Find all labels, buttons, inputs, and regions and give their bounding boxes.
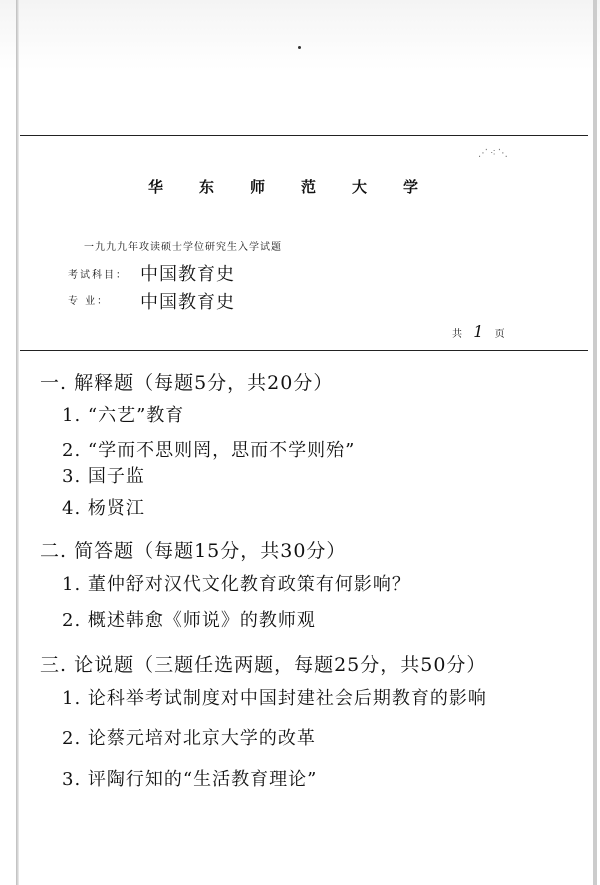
exam-title: 一九九九年攻读硕士学位研究生入学试题: [84, 242, 282, 253]
university-name: 华东师范大学: [148, 178, 455, 196]
question-item: 2. “学而不思则罔，思而不学则殆”: [62, 440, 356, 461]
question-item: 1. “六艺”教育: [62, 405, 185, 426]
question-item: 1. 董仲舒对汉代文化教育政策有何影响？: [62, 574, 411, 595]
page-prefix: 共: [452, 329, 466, 340]
section-heading: 三. 论说题（三题任选两题，每题25分，共50分）: [40, 654, 487, 676]
question-item: 1. 论科举考试制度对中国封建社会后期教育的影响: [62, 688, 487, 709]
page-suffix: 页: [494, 329, 509, 340]
major-label: 专 业：: [68, 296, 110, 307]
page-count: [452, 322, 509, 341]
scan-speck: [298, 46, 301, 49]
page-number: 1: [473, 322, 488, 341]
question-item: 2. 概述韩愈《师说》的教师观: [62, 610, 316, 631]
subject-value: 中国教育史: [140, 264, 235, 285]
question-item: 3. 国子监: [62, 466, 145, 487]
section-heading: 一. 解释题（每题5分，共20分）: [40, 372, 334, 394]
question-item: 2. 论蔡元培对北京大学的改革: [62, 728, 316, 749]
header-divider: [20, 350, 588, 351]
question-item: 4. 杨贤江: [62, 498, 145, 519]
question-item: 3. 评陶行知的“生活教育理论”: [62, 769, 318, 790]
scan-background: [0, 0, 600, 70]
page-fold-left: [16, 0, 19, 885]
subject-label: 考试科目：: [68, 270, 128, 281]
page-fold-right: [593, 0, 597, 885]
major-value: 中国教育史: [140, 292, 235, 313]
section-heading: 二. 简答题（每题15分，共30分）: [40, 540, 347, 562]
scan-noise: ⋰⁖⋱: [478, 148, 510, 159]
